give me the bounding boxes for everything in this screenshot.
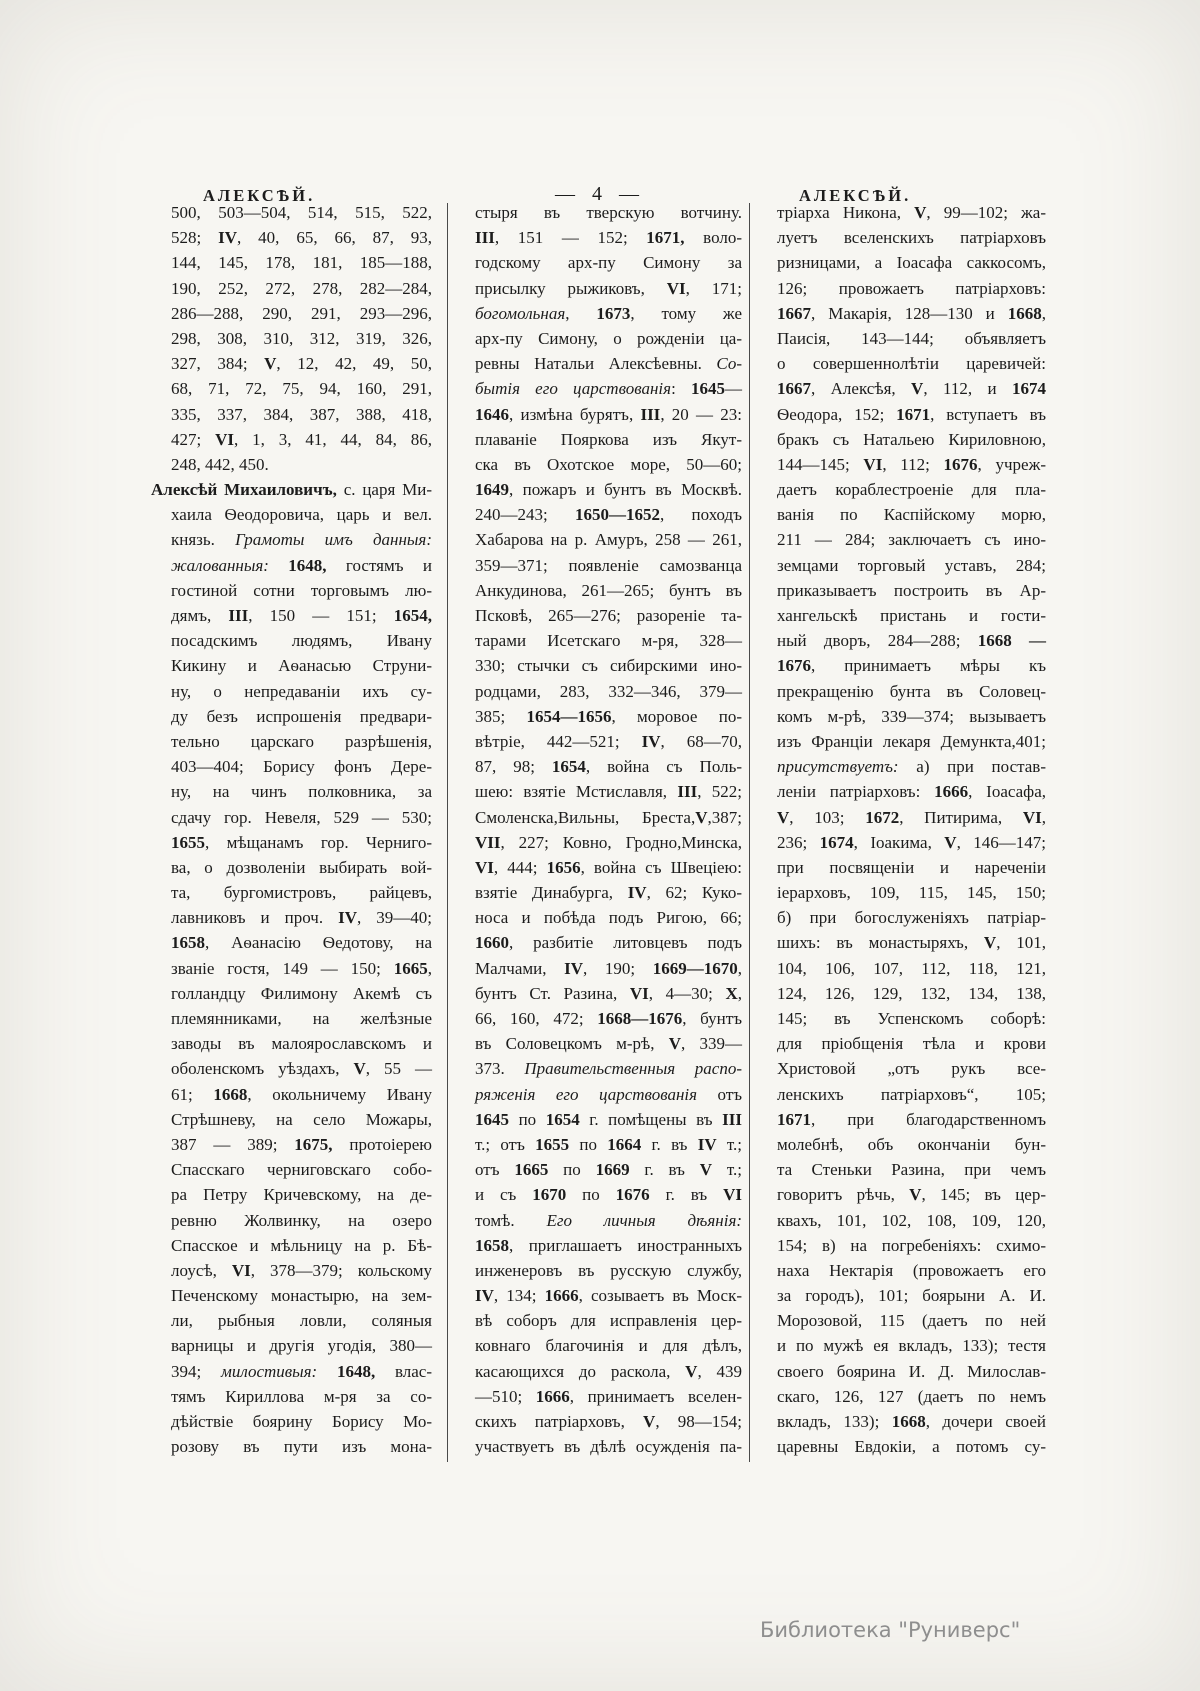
text-line: говоритъ рѣчь, V, 145; въ цер- [777,1185,1046,1205]
text-line: присылку рыжиковъ, VI, 171; [475,278,742,298]
text-line: ну, о непредаваніи ихъ су- [171,681,432,701]
text-line: Стрѣшневу, на село Можары, [171,1109,432,1129]
text-line: 359—371; появленіе самозванца [475,555,742,575]
text-line: за городъ), 101; боярыни А. И. [777,1286,1046,1306]
text-line: та, бургомистровъ, райцевъ, [171,883,432,903]
text-line: 286—288, 290, 291, 293—296, [171,303,432,323]
text-line: 394; милостивыя: 1648, влас- [171,1361,432,1381]
text-line: Хабарова на р. Амуръ, 258 — 261, [475,530,742,550]
text-line: ряженія его царствованія отъ [475,1084,742,1104]
text-line: Псковѣ, 265—276; разореніе та- [475,606,742,625]
text-line: 66, 160, 472; 1668—1676, бунтъ [475,1009,742,1028]
text-line: участвуетъ въ дѣлѣ осужденія па- [475,1437,742,1457]
text-line: 104, 106, 107, 112, 118, 121, [777,958,1046,978]
text-column-2 [475,200,742,1459]
page-number: — 4 — [555,183,645,205]
text-line: лоусѣ, VI, 378—379; кольскому [171,1260,432,1280]
text-line: о совершеннолѣтіи царевичей: [777,354,1046,374]
text-line: богомольная, 1673, тому же [475,303,742,323]
text-line: и съ 1670 по 1676 г. въ VI [475,1185,742,1205]
text-line: 1667, Алексѣя, V, 112, и 1674 [777,379,1046,399]
library-watermark: Библиотека "Руниверс" [760,1618,1021,1642]
text-line: V, 103; 1672, Питирима, VI, [777,807,1046,827]
text-line: ра Петру Кричевскому, на де- [171,1185,432,1205]
text-line: 1649, пожаръ и бунтъ въ Москвѣ. [475,480,742,500]
text-line: Кикину и Аѳанасью Струни- [171,656,432,676]
text-line: бытія его царствованія: 1645— [475,379,742,399]
text-line: бунтъ Ст. Разина, VI, 4—30; X, [475,983,742,1003]
text-line: носа и побѣда подъ Ригою, 66; [475,908,742,928]
text-line: ленскихъ патріарховъ“, 105; [777,1084,1046,1104]
text-line: тямъ Кириллова м-ря за со- [171,1386,432,1406]
text-line: томѣ. Его личныя дѣянія: [475,1210,743,1230]
text-line: 327, 384; V, 12, 42, 49, 50, [171,354,432,374]
text-line: племянниками, на желѣзные [171,1009,432,1028]
text-line: скаго, 126, 127 (даетъ по немъ [777,1386,1046,1406]
text-column-3 [777,200,1046,1459]
text-line: тріарха Никона, V, 99—102; жа- [777,203,1046,222]
text-line: 87, 98; 1654, война съ Поль- [475,757,742,777]
running-title-left: АЛЕКСѢЙ. [203,186,316,205]
text-line: ревню Жолвинку, на озеро [171,1210,432,1230]
text-line: 528; IV, 40, 65, 66, 87, 93, [171,228,432,248]
text-line: 211 — 284; заключаетъ съ ино- [777,530,1046,550]
text-line: присутствуетъ: а) при постав- [777,757,1046,777]
text-line: оболенскомъ уѣздахъ, V, 55 — [171,1059,432,1079]
text-line: Алексѣй Михаиловичъ, с. царя Ми- [151,480,432,500]
text-line: леніи патріарховъ: 1666, Іоасафа, [777,782,1046,802]
text-line: 385; 1654—1656, моровое по- [475,706,742,726]
text-line: бракъ съ Натальею Кириловною, [777,429,1046,449]
text-line: шихъ: въ монастыряхъ, V, 101, [777,933,1046,953]
text-line: 373. Правительственныя распо- [475,1059,742,1079]
running-title-right: АЛЕКСѢЙ. [799,186,912,205]
text-line: наха Нектарія (провожаетъ его [777,1260,1046,1280]
text-line: родцами, 283, 332—346, 379— [475,681,742,701]
text-line: касающихся до раскола, V, 439 [475,1361,742,1381]
text-line: тельно царскаго разрѣшенія, [171,731,432,751]
text-line: дямъ, III, 150 — 151; 1654, [171,606,432,625]
text-line: годскому арх-пу Симону за [475,253,742,273]
text-line: ковнаго благочинія и для дѣлъ, [475,1336,742,1356]
text-line: изъ Франціи лекаря Демункта,401; [777,731,1046,751]
text-column-1 [151,200,432,1459]
text-line: 330; стычки съ сибирскими ино- [475,656,742,676]
text-line: своего боярина И. Д. Милослав- [777,1361,1046,1381]
text-line: 1658, приглашаетъ иностранныхъ [475,1235,742,1255]
text-line: Малчами, IV, 190; 1669—1670, [475,958,742,978]
text-line: Печенскому монастырю, на зем- [171,1286,432,1306]
text-line: IV, 134; 1666, созываетъ въ Моск- [475,1286,742,1306]
text-line: б) при богослуженіяхъ патріар- [777,908,1046,928]
text-line: Анкудинова, 261—265; бунтъ въ [475,580,742,600]
text-line: вѣтріе, 442—521; IV, 68—70, [475,731,742,751]
text-line: ный дворъ, 284—288; 1668 — [777,631,1046,651]
text-line: 1645 по 1654 г. помѣщены въ III [475,1109,742,1129]
text-line: 236; 1674, Іоакима, V, 146—147; [777,832,1046,852]
column-divider-2 [749,203,750,1462]
text-line: Морозовой, 115 (даетъ по ней [777,1311,1046,1331]
text-line: 298, 308, 310, 312, 319, 326, [171,328,432,348]
text-line: 154; в) на погребеніяхъ: схимо- [777,1235,1046,1255]
text-line: взятіе Динабурга, IV, 62; Куко- [475,883,742,903]
text-line: ванія по Каспійскому морю, [777,505,1046,525]
text-line: квахъ, 101, 102, 108, 109, 120, [777,1210,1046,1230]
text-line: варницы и другія угодія, 380— [171,1336,432,1356]
text-line: сдачу гор. Невеля, 529 — 530; [171,807,432,827]
text-line: та Стеньки Разина, при чемъ [777,1160,1046,1180]
text-line: 240—243; 1650—1652, походъ [475,505,742,525]
text-line: 403—404; Борису фонъ Дере- [171,757,432,777]
text-line: 126; провожаетъ патріарховъ: [777,278,1046,298]
text-line: тарами Исетскаго м-ря, 328— [475,631,742,651]
text-line: Смоленска,Вильны, Бреста,V,387; [475,807,742,827]
text-line: стыря въ тверскую вотчину. [475,203,742,222]
text-line: вкладъ, 133); 1668, дочери своей [777,1412,1046,1431]
text-line: ли, рыбныя ловли, соляныя [171,1311,432,1331]
text-line: ва, о дозволеніи выбирать вой- [171,857,432,877]
text-line: жалованныя: 1648, гостямъ и [171,555,432,575]
text-line: князь. Грамоты имъ данныя: [171,530,432,550]
text-line: скихъ патріарховъ, V, 98—154; [475,1412,742,1431]
text-line: голландцу Филимону Акемѣ съ [171,983,432,1003]
text-line: при посвященіи и нареченіи [777,857,1046,877]
text-line: ска въ Охотское море, 50—60; [475,454,742,474]
text-line: 427; VI, 1, 3, 41, 44, 84, 86, [171,429,433,449]
text-line: 145; въ Успенскомъ соборѣ: [777,1009,1046,1028]
text-line: прекращенію бунта въ Соловец- [777,681,1046,701]
text-line: Христовой „отъ рукъ все- [777,1059,1046,1079]
text-line: лавниковъ и проч. IV, 39—40; [171,908,432,928]
text-line: 1655, мѣщанамъ гор. Черниго- [171,832,432,852]
text-line: дѣйствіе боярину Борису Мо- [171,1412,432,1431]
text-line: 61; 1668, окольничему Ивану [171,1084,432,1104]
text-line: 500, 503—504, 514, 515, 522, [171,203,432,222]
text-line: молебнѣ, объ окончаніи бун- [777,1134,1046,1154]
text-line: 1671, при благодарственномъ [777,1109,1046,1129]
text-line: 1646, измѣна бурятъ, III, 20 — 23: [475,404,742,424]
text-line: III, 151 — 152; 1671, воло- [475,228,742,248]
text-line: 144—145; VI, 112; 1676, учреж- [777,454,1046,474]
text-line: плаваніе Пояркова изъ Якут- [475,429,742,449]
text-line: 190, 252, 272, 278, 282—284, [171,278,432,298]
text-line: —510; 1666, принимаетъ вселен- [475,1386,742,1406]
text-line: 1667, Макарія, 128—130 и 1668, [777,303,1046,323]
text-line: вѣ соборъ для исправленія цер- [475,1311,742,1331]
text-line: Спасское и мѣльницу на р. Бѣ- [171,1235,432,1255]
text-line: 335, 337, 384, 387, 388, 418, [171,404,432,424]
text-line: отъ 1665 по 1669 г. въ V т.; [475,1160,742,1180]
text-line: земцами торговый уставъ, 284; [777,555,1046,575]
text-line: іерарховъ, 109, 115, 145, 150; [777,883,1046,903]
column-divider-1 [447,203,448,1462]
text-line: ну, на чинъ полковника, за [171,782,432,802]
text-line: 124, 126, 129, 132, 134, 138, [777,983,1046,1003]
text-line: 1658, Аѳанасію Ѳедотову, на [171,933,432,953]
text-line: хаила Ѳеодоровича, царь и вел. [171,505,432,525]
text-line: званіе гостя, 149 — 150; 1665, [171,958,432,978]
text-line: хангельскѣ пристань и гости- [777,606,1046,625]
text-line: 144, 145, 178, 181, 185—188, [171,253,432,273]
text-line: инженеровъ въ русскую службу, [475,1260,742,1280]
text-line: 68, 71, 72, 75, 94, 160, 291, [171,379,432,399]
text-line: 1676, принимаетъ мѣры къ [777,656,1046,676]
text-line: комъ м-рѣ, 339—374; вызываетъ [777,706,1046,726]
text-line: царевны Евдокіи, а потомъ су- [777,1437,1046,1457]
text-line: ризницами, а Іоасафа саккосомъ, [777,253,1046,273]
text-line: 248, 442, 450. [171,454,269,474]
text-line: VII, 227; Ковно, Гродно,Минска, [475,832,742,852]
text-line: шею: взятіе Мстиславля, III, 522; [475,782,742,802]
text-line: для пріобщенія тѣла и крови [777,1034,1046,1054]
text-line: заводы въ малоярославскомъ и [171,1034,432,1054]
text-line: посадскимъ людямъ, Ивану [171,631,432,651]
text-line: ду безъ испрошенія предвари- [171,706,432,726]
text-line: Спасскаго черниговскаго собо- [171,1160,432,1180]
text-line: арх-пу Симону, о рожденіи ца- [475,328,742,348]
text-line: 1660, разбитіе литовцевъ подъ [475,933,742,953]
text-line: т.; отъ 1655 по 1664 г. въ IV т.; [475,1134,743,1154]
text-line: и по мужѣ ея вкладъ, 133); тестя [777,1336,1046,1356]
text-line: гостиной сотни торговымъ лю- [171,580,432,600]
text-line: VI, 444; 1656, война съ Швеціею: [475,857,742,877]
text-line: приказываетъ построить въ Ар- [777,580,1046,600]
text-line: 387 — 389; 1675, протоіерею [171,1134,432,1154]
text-line: въ Соловецкомъ м-рѣ, V, 339— [475,1034,742,1054]
text-line: Ѳеодора, 152; 1671, вступаетъ въ [777,404,1046,424]
text-line: луетъ вселенскихъ патріарховъ [777,228,1046,248]
text-line: розову въ пути изъ мона- [171,1437,432,1457]
text-line: ревны Натальи Алексѣевны. Со- [475,354,742,374]
text-line: Паисія, 143—144; объявляетъ [777,328,1046,348]
text-line: даетъ кораблестроеніе для пла- [777,480,1046,500]
